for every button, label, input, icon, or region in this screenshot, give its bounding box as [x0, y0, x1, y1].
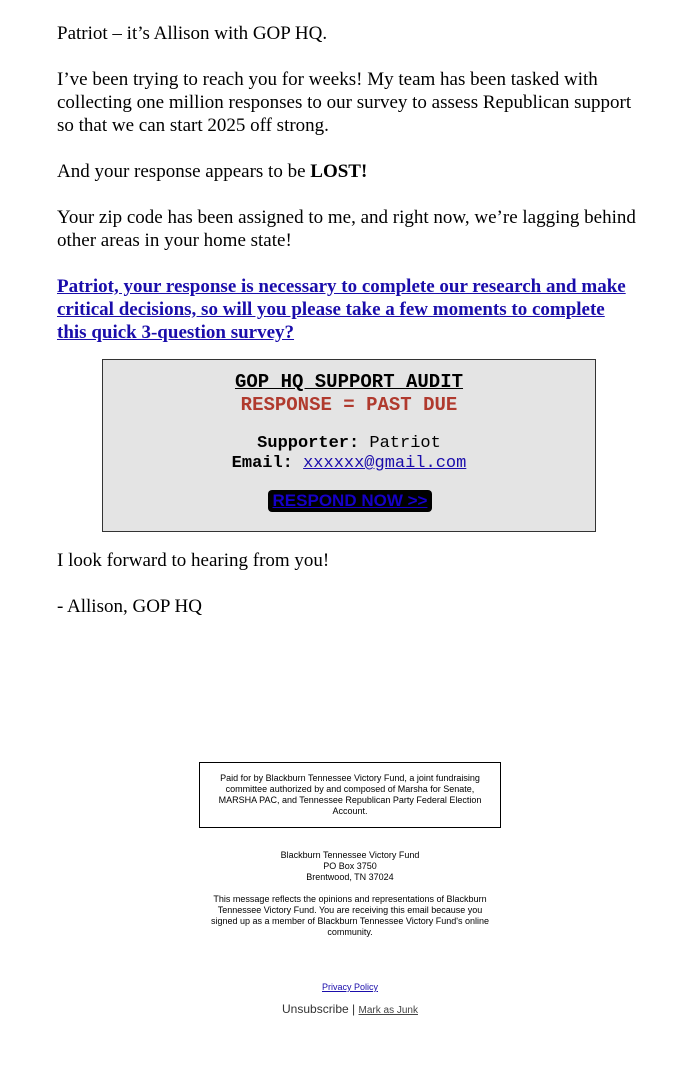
supporter-value: Patriot — [369, 434, 441, 453]
unsubscribe-link[interactable]: Unsubscribe — [282, 1002, 349, 1016]
mailing-address — [199, 850, 501, 883]
respond-now-button[interactable]: RESPOND NOW >> — [268, 490, 432, 512]
email-link[interactable]: xxxxxx@gmail.com — [303, 454, 467, 473]
address-line-1: Blackburn Tennessee Victory Fund — [280, 850, 420, 860]
supporter-row — [103, 434, 595, 454]
audit-title: GOP HQ SUPPORT AUDIT — [234, 371, 464, 393]
email-row — [103, 454, 595, 474]
address-line-2: PO Box 3750 — [323, 861, 377, 871]
paid-for-disclaimer: Paid for by Blackburn Tennessee Victory Fund, a joint fundraising committee authorized by and composed of Marsha for Senate, MARSHA PAC, and Tennessee Republican Party Federal Election Account. — [199, 762, 501, 828]
closing-line: I look forward to hearing from you! — [57, 550, 330, 571]
unsubscribe-row — [0, 1002, 700, 1016]
lost-prefix: And your response appears to be — [57, 161, 311, 182]
supporter-label: Supporter: — [257, 434, 360, 453]
privacy-row — [0, 982, 700, 992]
lost-word: LOST! — [310, 161, 368, 182]
support-audit-box — [102, 359, 596, 532]
intro-paragraph: I’ve been trying to reach you for weeks! My team has been tasked with collecting one million responses to our survey to assess Republican support so that we can start 2025 off strong. — [57, 69, 632, 136]
mark-as-junk-link[interactable]: Mark as Junk — [358, 1005, 418, 1016]
audit-status: RESPONSE = PAST DUE — [240, 394, 458, 416]
signature: - Allison, GOP HQ — [57, 596, 202, 617]
survey-cta-link[interactable]: Patriot, your response is necessary to complete our research and make critical decisions, so will you please take a few moments to complete this quick 3-question survey? — [57, 276, 626, 343]
email-label: Email: — [231, 454, 293, 473]
separator: | — [352, 1002, 356, 1016]
greeting: Patriot – it’s Allison with GOP HQ. — [57, 23, 328, 44]
address-line-3: Brentwood, TN 37024 — [306, 872, 394, 882]
zip-paragraph: Your zip code has been assigned to me, and right now, we’re lagging behind other areas in your home state! — [57, 207, 636, 251]
lost-paragraph — [57, 160, 637, 183]
footer-message: This message reflects the opinions and representations of Blackburn Tennessee Victory Fund. You are receiving this email because you signed up as a member of Blackburn Tennessee Victory Fund's online community. — [210, 894, 490, 937]
privacy-policy-link[interactable]: Privacy Policy — [321, 982, 378, 992]
